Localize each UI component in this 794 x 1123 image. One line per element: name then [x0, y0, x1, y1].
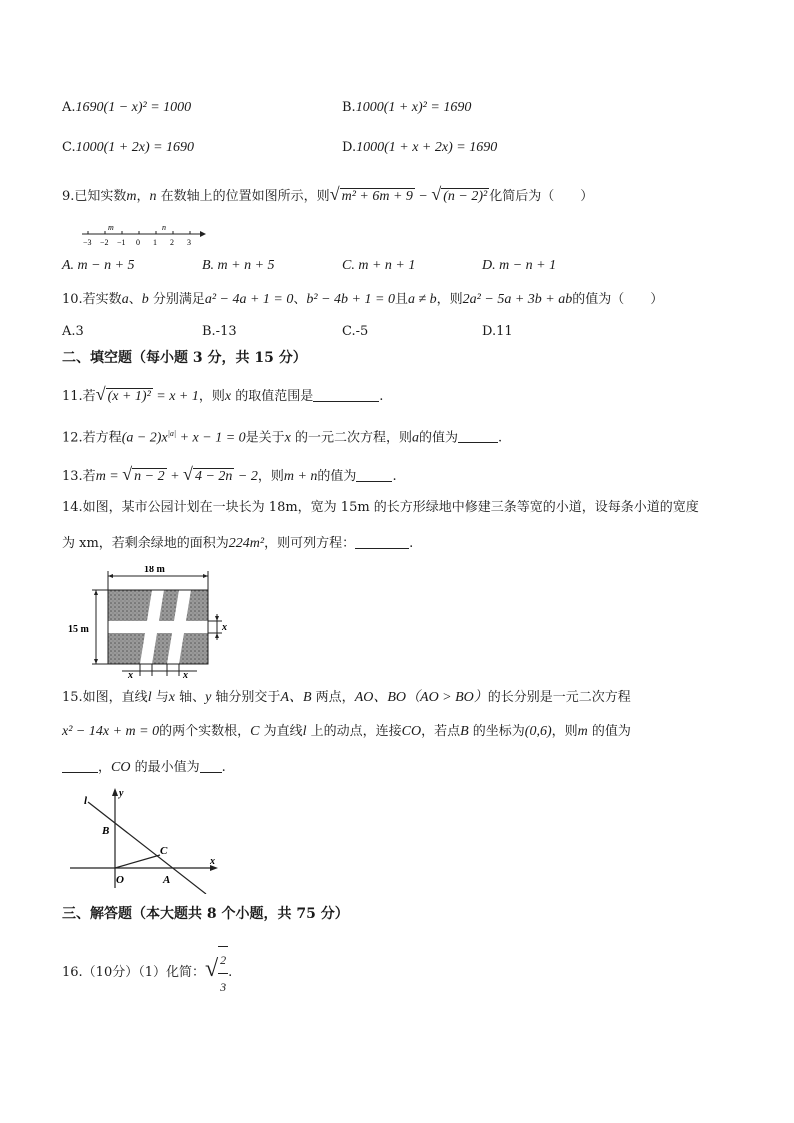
question-13: 13.若m = √ n − 2 + √ 4 − 2n − 2，则m + n的值为 .	[62, 464, 397, 487]
coordinate-figure	[62, 784, 232, 894]
height-label: 15 m	[68, 624, 89, 635]
label-a: A	[163, 874, 171, 886]
q10-option-b: B.-13	[202, 324, 237, 339]
question-14-line-2: 为 xm，若剩余绿地的面积为224m²，则可列方程： .	[62, 536, 414, 551]
label-l: l	[84, 795, 88, 807]
section-3-title: 三、解答题（本大题共 8 个小题，共 75 分）	[62, 906, 349, 922]
option-a: A.1690(1 − x)² = 1000	[62, 100, 192, 115]
number-line-figure	[80, 222, 210, 248]
tick-label-neg1: −1	[117, 238, 126, 247]
section-2-title: 二、填空题（每小题 3 分，共 15 分）	[62, 350, 307, 366]
radical-1: √ m² + 6m + 9	[329, 184, 413, 204]
question-11: 11.若√ (x + 1)² = x + 1，则x 的取值范围是 .	[62, 384, 383, 407]
question-12: 12.若方程$(a - 2)x^{|a|} + x - 1 = 0$是关于x 的一元二次方程，则a的值为 .	[62, 429, 503, 446]
tick-label-0: 0	[136, 238, 140, 247]
garden-figure	[62, 566, 252, 681]
question-15-line-2: x² − 14x + m = 0的两个实数根，C 为直线l 上的动点，连接CO，若点B 的坐标为(0,6)，则m 的值为	[62, 724, 631, 739]
radical-q16: √ $\frac{2}{3}$	[205, 946, 228, 1000]
radical-2: √ (n − 2)²	[431, 184, 488, 204]
q10-option-c: C.-5	[342, 324, 369, 339]
answer-blank[interactable]	[356, 467, 392, 482]
question-14-line-1: 14.如图，某市公园计划在一块长为 18m，宽为 15m 的长方形绿地中修建三条等宽的小道，设每条小道的宽度	[62, 500, 699, 515]
radical-q13-1: √ n − 2	[122, 464, 165, 484]
option-c: C.1000(1 + 2x) = 1690	[62, 140, 195, 155]
answer-blank[interactable]	[458, 428, 498, 443]
question-10: 10.若实数a、b 分别满足a² − 4a + 1 = 0、b² − 4b + 1 = 0且a ≠ b，则2a² − 5a + 3b + ab的值为（ ）	[62, 292, 664, 307]
question-15-line-3: ，CO 的最小值为 .	[62, 758, 226, 778]
answer-blank-m[interactable]	[62, 758, 98, 773]
answer-blank[interactable]	[313, 387, 379, 402]
option-d: D.1000(1 + x + 2x) = 1690	[342, 140, 498, 155]
question-15-line-1: 15.如图，直线l 与x 轴、y 轴分别交于A、B 两点，AO、BO（AO > BO）的长分别是一元二次方程	[62, 690, 631, 705]
q9-option-b: B. m + n + 5	[202, 258, 275, 273]
x-label-right: x	[222, 622, 227, 633]
option-b: B.1000(1 + x)² = 1690	[342, 100, 472, 115]
answer-blank-co[interactable]	[200, 758, 222, 773]
tick-label-2: 2	[170, 238, 174, 247]
answer-blank[interactable]	[355, 534, 409, 549]
x-label-bottom-2: x	[183, 670, 188, 681]
q10-option-a: A.3	[62, 324, 84, 339]
tick-label-neg3: −3	[83, 238, 92, 247]
q10-option-d: D.11	[482, 324, 513, 339]
point-n-label: n	[162, 223, 166, 232]
label-b: B	[102, 825, 110, 837]
q9-option-a: A. m − n + 5	[62, 258, 135, 273]
x-label-bottom-1: x	[128, 670, 133, 681]
tick-label-neg2: −2	[100, 238, 109, 247]
label-y: y	[119, 788, 124, 799]
tick-label-1: 1	[153, 238, 157, 247]
question-16: 16.（10分）（1）化简：√ $\frac{2}{3}$ .	[62, 946, 232, 1000]
q9-option-d: D. m − n + 1	[482, 258, 557, 273]
radical-q11: √ (x + 1)²	[95, 384, 151, 404]
label-x: x	[210, 856, 215, 867]
question-9: 9.已知实数m，n 在数轴上的位置如图所示，则√ m² + 6m + 9 − √ (n − 2)² 化简后为（ ）	[62, 184, 593, 207]
label-c: C	[160, 845, 168, 857]
point-m-label: m	[108, 223, 114, 232]
width-label: 18 m	[144, 566, 165, 575]
label-o: O	[116, 874, 124, 886]
radical-q13-2: √ 4 − 2n	[183, 464, 233, 484]
tick-label-3: 3	[187, 238, 191, 247]
q9-option-c: C. m + n + 1	[342, 258, 416, 273]
